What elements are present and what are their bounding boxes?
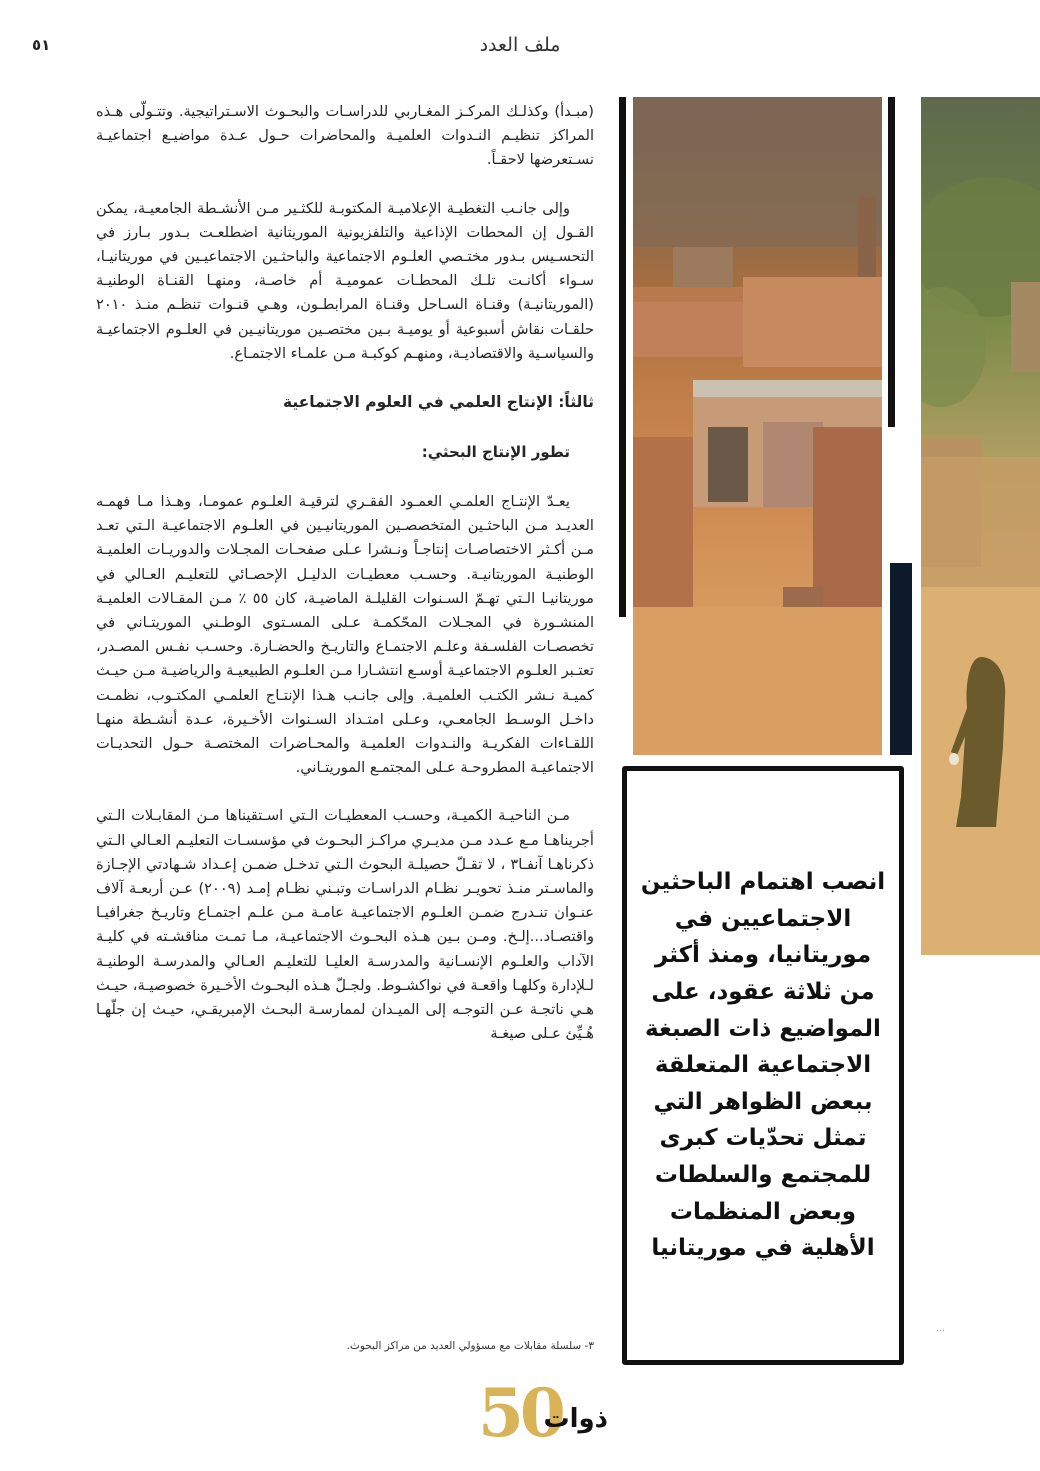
logo-number: 50 (478, 1374, 562, 1452)
decorative-bar (890, 563, 912, 755)
pull-quote-box (622, 766, 904, 1365)
woman-walking-illustration (921, 97, 1040, 955)
decorative-bar (888, 97, 895, 427)
photo-credit-mark: … (936, 1324, 945, 1334)
logo-word: ذوات (543, 1404, 608, 1434)
page-number: ٥١ (32, 36, 51, 54)
woman-walking-photo (921, 97, 1040, 955)
village-street-photo (633, 97, 882, 755)
paragraph: (مبـدأ) وكذلـك المركـز المغـاربي للدراسـات والبحـوث الاسـتراتيجية. وتتـولّى هـذه المراكز تنظيـم النـدوات العلميـة والمحاضرات حـول عـدة مواضيـع اجتماعيـة نسـتعرضها لاحقـاً. (96, 103, 594, 169)
paragraph: وإلى جانـب التغطيـة الإعلاميـة المكتوبـة للكثـير مـن الأنشـطة الجامعيـة، يمكن القـول إن المحطات الإذاعية والتلفزيونية الموريتانية اضطلعـت بـدور بـارز في التحسـيس بـدور مختـصي العلـوم الاجتماعية والباحثـين الاجتماعيـين في موريتانيـا، سـواء أكانـت تلـك المحطـات عموميـة أم خاصـة، ومنهـا القنـاة الوطنيـة (الموريتانيـة) وقنـاة السـاحل وقنـاة المرابطـون، وهـي قنـوات تنظـم منـذ ٢٠١٠ حلقـات نقاش أسبوعية أو يوميـة بـين مختصـين موريتانيـين في العلـوم الاجتماعيـة والسياسـية والاقتصاديـة، ومنهـم كوكبـة مـن علمـاء الاجتمـاع. (96, 199, 594, 362)
footnote: ٣- سلسلة مقابلات مع مسؤولي العديد من مراكز البحوث. (346, 1340, 594, 1352)
paragraph: مـن الناحيـة الكميـة، وحسـب المعطيـات الـتي اسـتقيناها مـن المقابـلات الـتي أجريناهـا مـع عـدد مـن مديـري مراكـز البحـوث في مؤسسـات التعليـم العـالي الـتي ذكرناهـا آنفـا٣ ، لا تقـلّ حصيلـة البحوث الـتي تدخـل ضمـن إعـداد شـهادتي الإجـازة والماسـتر منـذ تحويـر نظـام الدراسـات وتبـني نظـام إمـد (٢٠٠٩) عـن أربعـة آلاف عنـوان تنـدرج ضمـن العلـوم الاجتماعيـة عامـة مـن علـم اجتمـاع وتاريـخ جغرافيـا واقتصـاد...إلـخ. ومـن بـين هـذه البحـوث الاجتماعيـة، مـا تمـت مناقشـته في كليـة الآداب والعلـوم الإنسـانية والمدرسـة العليـا للتعليـم العـالي والمدرسـة الوطنيـة لـلإدارة وكلهـا واقعـة في نواكشـوط. ولجـلّ هـذه البحـوث الأخـيرة خصوصيـة، حيـث هـي ناتجـة عـن التوجـه إلى الميـدان لممارسـة البحـث الإمبريقـي، حيـث إن جلّهـا هُـيِّئ عـلى صيغـة (96, 807, 594, 1043)
village-street-illustration (633, 97, 882, 755)
decorative-bar (619, 97, 626, 617)
subsection-heading: تطور الإنتاج البحثي: (421, 443, 570, 462)
section-title: ملف العدد (479, 34, 561, 56)
article-body (96, 100, 594, 1071)
pull-quote-text: انصب اهتمام الباحثين الاجتماعيين في موريتانيا، ومنذ أكثر من ثلاثة عقود، على المواضيع ذات الصبغة الاجتماعية المتعلقة ببعض الظواهر التي تمثل تحدّيات كبرى للمجتمع والسلطات وبعض المنظمات الأهلية في موريتانيا (640, 869, 886, 1262)
paragraph: يعـدّ الإنتـاج العلمـي العمـود الفقـري لترقيـة العلـوم عمومـا، وهـذا مـا فهمـه العديـد مـن الباحثـين المتخصصـين الموريتانيـين في العلـوم الاجتماعيـة الـتي تعـد مـن أكـثر الاختصاصـات إنتاجـاً ونـشرا عـلى صفحـات المجـلات والدوريـات العلميـة الوطنيـة الموريتانيـة. وحسـب معطيـات الدليـل الإحصـائي للتعليـم العـالي في موريتانيـا الـتي تهـمّ السـنوات القليلـة الماضيـة، كان ٥٥ ٪ مـن المقـالات العلميـة المنشـورة في المجـلات المحّكمـة عـلى المسـتوى الوطـني الموريتـاني في تخصصـات الفلسـفة وعلـم الاجتمـاع والتاريـخ والحضـارة. وحسـب نفـس المصـدر، تعتـبر العلـوم الاجتماعيـة أوسـع انتشـارا مـن العلـوم الطبيعيـة والرياضيـة مـن حيـث كميـة نـشر الكتـب العلميـة. وإلى جانـب هـذا الإنتـاج العلمـي المكتـوب، نظمـت داخـل الوسـط الجامعـي، وعـلى امتـداد السـنوات الأخـيرة، عـدة أنشـطة منهـا اللقـاءات الفكريـة والنـدوات العلميـة والمحـاضرات المختصـة حـول التحديـات الاجتماعيـة المطروحـة عـلى المجتمـع الموريتـاني. (96, 493, 594, 777)
magazine-logo (476, 1374, 610, 1452)
section-heading: ثالثاً: الإنتاج العلمي في العلوم الاجتماعية (282, 393, 594, 412)
